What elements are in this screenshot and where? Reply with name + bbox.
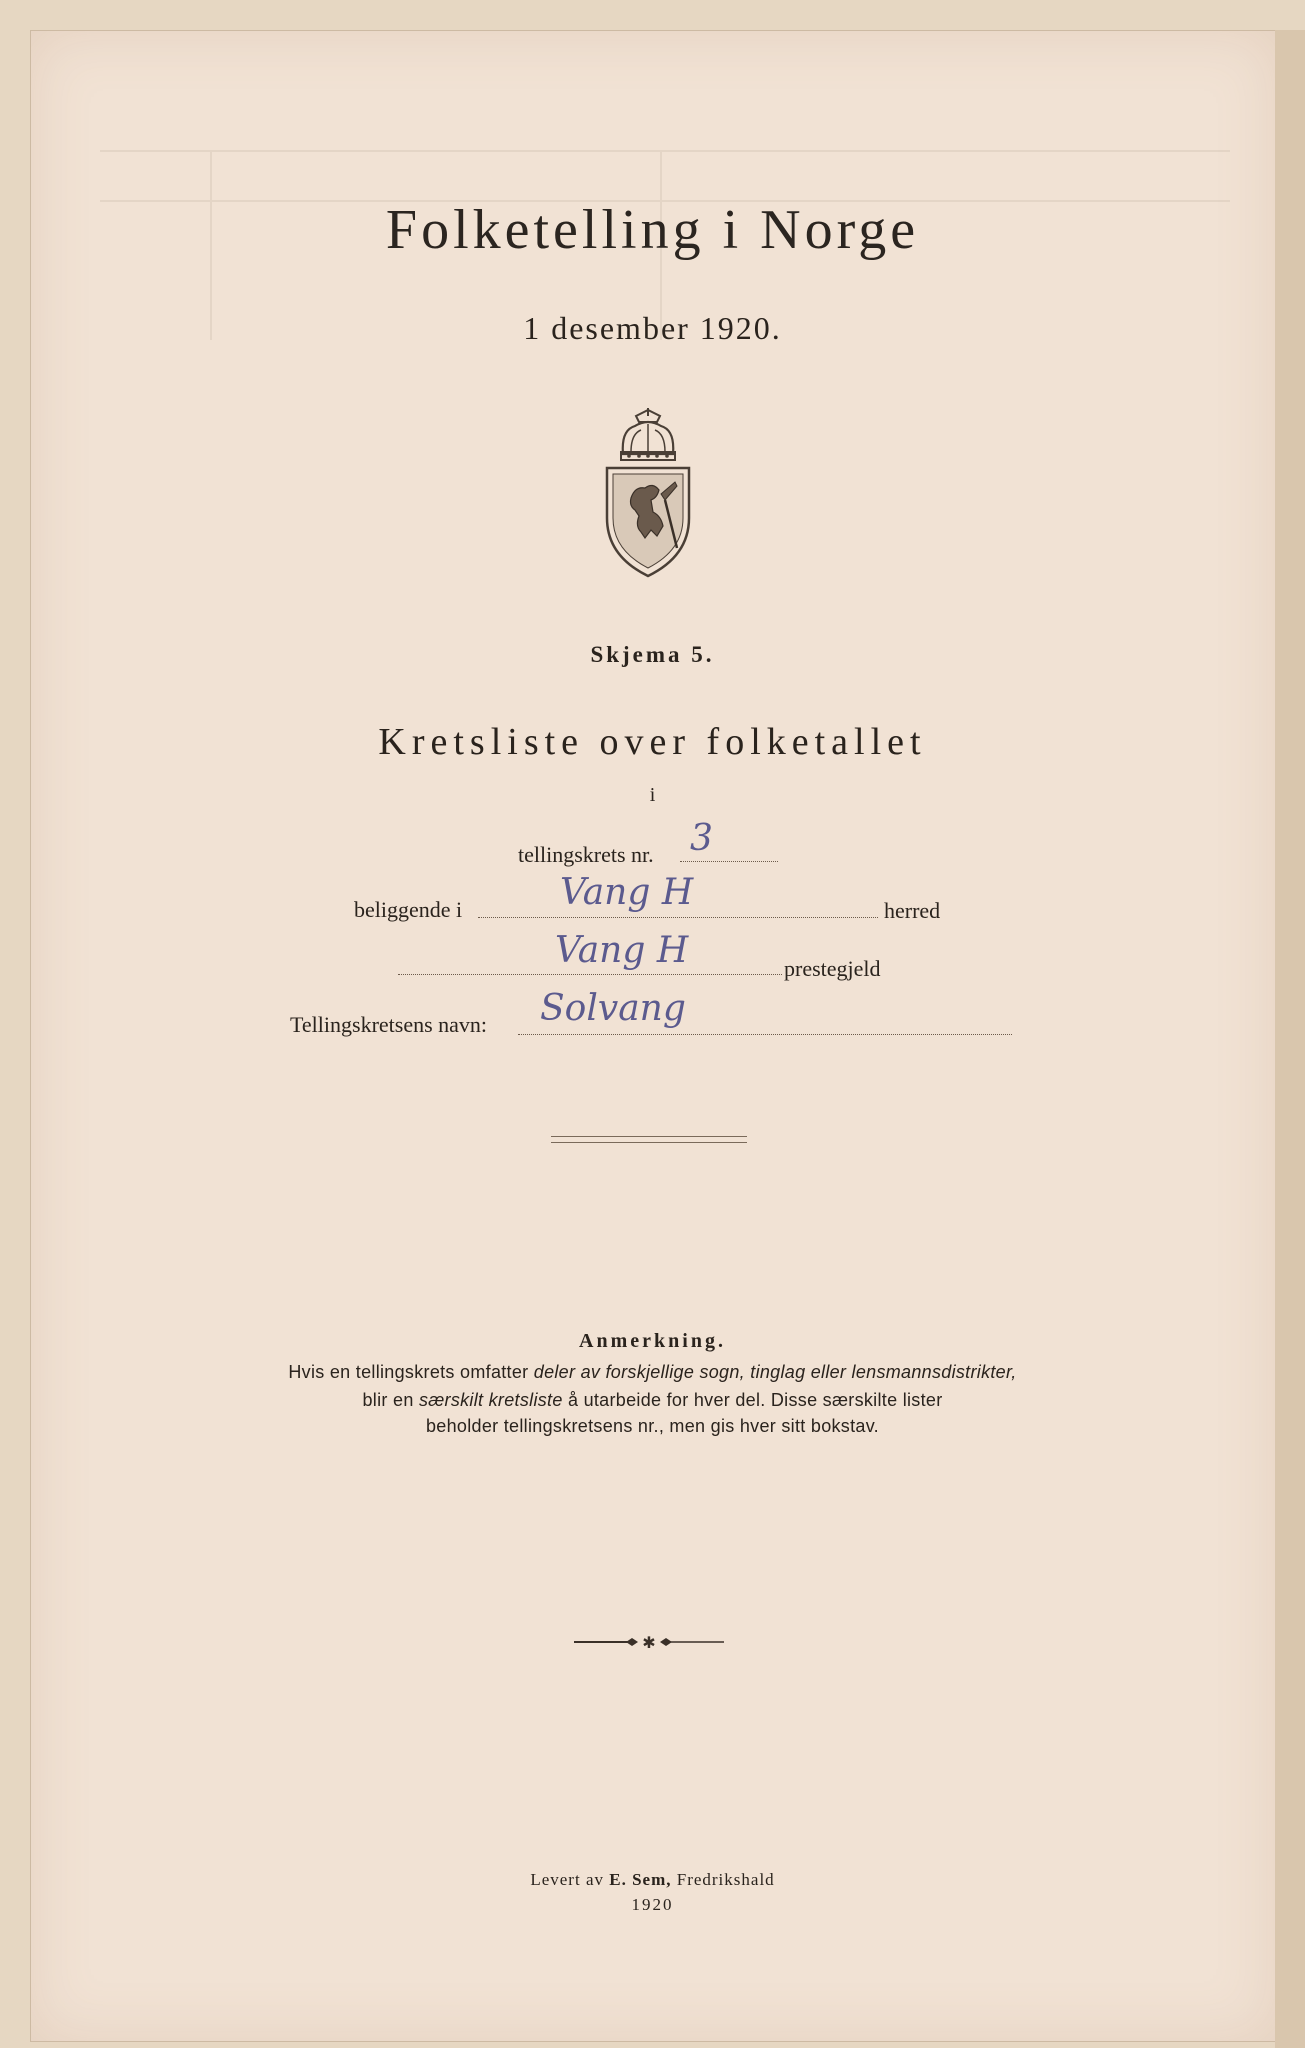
- located-in-value: Vang H: [560, 872, 694, 913]
- prestegjeld-label: prestegjeld: [784, 956, 881, 981]
- page-title: Folketelling i Norge: [385, 199, 920, 261]
- remark-heading: Anmerkning.: [579, 1330, 726, 1352]
- printer-credit: [0, 1870, 1305, 1890]
- located-in-line: [478, 916, 878, 918]
- remark-line-2: [0, 1390, 1305, 1411]
- svg-text:✱: ✱: [642, 1633, 656, 1652]
- printer-year: 1920: [631, 1895, 674, 1914]
- district-number-label: tellingskrets nr.: [518, 842, 654, 867]
- district-name-label: Tellingskretsens navn:: [290, 1012, 488, 1037]
- norwegian-coat-of-arms-icon: [601, 408, 695, 578]
- herred-label: herred: [884, 898, 941, 923]
- remark-line-2-suffix: å utarbeide for hver del. Disse særskilte lister: [562, 1390, 943, 1410]
- census-date: 1 desember 1920.: [523, 310, 782, 346]
- printer-place: Fredrikshald: [671, 1870, 775, 1889]
- remark-line-1-text: Hvis en tellingskrets omfatter: [288, 1362, 534, 1382]
- schema-number: Skjema 5.: [590, 642, 715, 667]
- parish-line: [398, 973, 782, 975]
- remark-line-3: beholder tellingskretsens nr., men gis hver sitt bokstav.: [426, 1416, 879, 1436]
- district-name-value: Solvang: [540, 988, 686, 1029]
- district-name-line: [518, 1033, 1012, 1035]
- remark-line-2-prefix: blir en: [362, 1390, 419, 1410]
- remark-line-1-emphasis: deler av forskjellige sogn, tinglag eller lensmannsdistrikter,: [533, 1362, 1017, 1382]
- remark-line-2-emphasis: særskilt kretsliste: [418, 1390, 563, 1410]
- list-title: Kretsliste over folketallet: [378, 721, 927, 763]
- printer-name: E. Sem,: [609, 1870, 672, 1889]
- double-rule-divider: [551, 1136, 747, 1143]
- printer-prefix: Levert av: [530, 1870, 610, 1889]
- district-number-line: [680, 860, 778, 862]
- preposition-i: i: [649, 784, 656, 806]
- remark-line-1: [0, 1362, 1305, 1383]
- district-number-value: 3: [690, 818, 713, 859]
- ornament-divider-icon: [574, 1632, 724, 1652]
- located-in-label: beliggende i: [354, 897, 463, 922]
- parish-value: Vang H: [555, 930, 689, 971]
